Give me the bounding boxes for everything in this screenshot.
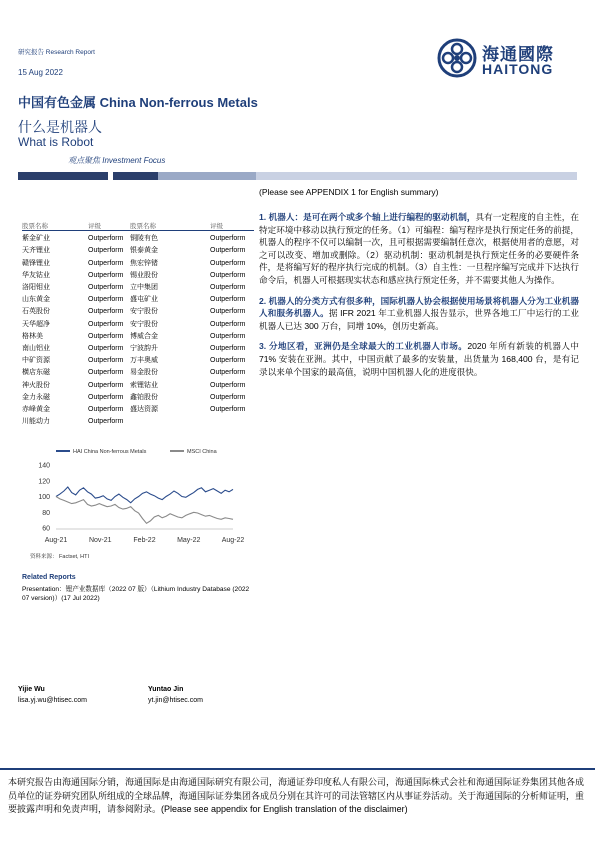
summary-highlight: 1. 机器人：是可在两个或多个轴上进行编程的驱动机制， <box>259 212 476 222</box>
ratings-row <box>22 367 254 379</box>
header-stock-name: 股票名称 <box>130 223 156 230</box>
stock-name: 南山铝业 <box>22 345 50 353</box>
stock-name: 紫金矿业 <box>22 235 50 243</box>
stock-name: 中矿资源 <box>22 357 50 365</box>
stock-rating: Outperform <box>210 332 246 340</box>
stock-rating: Outperform <box>210 235 246 243</box>
stock-rating: Outperform <box>88 320 124 328</box>
stock-name: 山东黄金 <box>22 296 50 304</box>
summary-paragraph-2 <box>259 295 579 333</box>
stock-rating: Outperform <box>88 357 124 365</box>
stock-rating: Outperform <box>210 320 246 328</box>
stock-rating: Outperform <box>210 406 246 414</box>
stock-rating: Outperform <box>88 345 124 353</box>
summary-body: 具有一定程度的自主性，在特定环境中移动以执行预定的任务。（1）可编程：编写程序是执行预定任务的前提，机器人的程序不仅可以编制一次，且可根据需要编制任意次，根据使用者的意愿，对之可以改变、增加或删除。（2）驱动机制：驱动机制是执行预定任务的必要硬件条件，是将编写好的程序执行完成的机制。（3）自主性：一旦程序编写完成并下达执行命令后，机器人可根据现实状态和感应执行预定任务，并不需要其他人为操作。 <box>259 212 579 285</box>
table-divider <box>22 230 254 231</box>
stock-rating: Outperform <box>210 369 246 377</box>
legend-label: HAI China Non-ferrous Metals <box>73 449 147 455</box>
stock-rating: Outperform <box>210 357 246 365</box>
stock-name: 盛达资源 <box>130 406 158 414</box>
stock-name: 天华超净 <box>22 320 50 328</box>
x-tick-label: Aug-21 <box>44 537 68 544</box>
x-tick-label: Feb-22 <box>133 537 156 544</box>
stock-name: 神火股份 <box>22 381 50 389</box>
bar-segment <box>158 172 256 180</box>
report-date: 15 Aug 2022 <box>18 68 63 77</box>
stock-name: 赤峰黄金 <box>22 406 50 414</box>
footer-divider <box>0 768 595 770</box>
stock-name: 万丰奥威 <box>130 357 158 365</box>
author-name: Yijie Wu <box>18 686 45 693</box>
stock-name: 易金股份 <box>130 369 158 377</box>
summary-paragraph-3 <box>259 340 579 378</box>
author-name: Yuntao Jin <box>148 686 184 693</box>
report-title-cn: 什么是机器人 <box>18 119 102 135</box>
header-stock-name: 股票名称 <box>22 223 48 230</box>
stock-name: 锡业股份 <box>130 271 158 279</box>
author-2 <box>148 684 203 706</box>
stock-name: 赣锋锂业 <box>22 259 50 267</box>
chart-source: 资料来源： Factset, HTI <box>30 554 89 560</box>
stock-rating: Outperform <box>210 284 246 292</box>
author-email[interactable]: yt.jin@htisec.com <box>148 697 203 704</box>
stock-name: 格林美 <box>22 332 43 340</box>
y-tick-label: 100 <box>38 494 50 501</box>
stock-name: 博威合金 <box>130 332 158 340</box>
stock-rating: Outperform <box>88 284 124 292</box>
stock-rating: Outperform <box>210 393 246 401</box>
ratings-row <box>22 380 254 392</box>
bar-segment <box>113 172 158 180</box>
ratings-row <box>22 258 254 270</box>
y-tick-label: 60 <box>42 525 50 533</box>
ratings-row <box>22 343 254 355</box>
ratings-row <box>22 233 254 245</box>
stock-rating: Outperform <box>210 271 246 279</box>
ratings-row <box>22 306 254 318</box>
summary-highlight: 2. 机器人的分类方式有很多种，国际机器人协会根据使用场景将机器人分为工业机器人和服务机器人。 <box>259 295 579 319</box>
investment-focus-label: 观点聚焦 Investment Focus <box>68 156 166 165</box>
stock-name: 石英股份 <box>22 308 50 316</box>
haitong-logo-icon <box>436 38 478 78</box>
ratings-row <box>22 392 254 404</box>
stock-rating: Outperform <box>88 271 124 279</box>
stock-name: 华友钴业 <box>22 271 50 279</box>
ratings-table <box>22 221 254 428</box>
sector-title: 中国有色金属 China Non-ferrous Metals <box>18 95 258 110</box>
price-performance-chart <box>18 445 253 560</box>
author-1 <box>18 684 87 706</box>
stock-name <box>130 416 210 428</box>
summary-highlight: 3. 分地区看，亚洲仍是全球最大的工业机器人市场。 <box>259 341 468 352</box>
stock-rating: Outperform <box>210 345 246 353</box>
ratings-header-row <box>22 221 254 233</box>
stock-name: 盛屯矿业 <box>130 296 158 304</box>
ratings-row <box>22 331 254 343</box>
ratings-row <box>22 270 254 282</box>
bar-segment <box>256 172 577 180</box>
stock-rating: Outperform <box>210 247 246 255</box>
stock-rating: Outperform <box>88 235 124 243</box>
stock-rating: Outperform <box>88 259 124 267</box>
ratings-row <box>22 319 254 331</box>
x-tick-label: May-22 <box>177 537 201 544</box>
stock-name: 鑫铂股份 <box>130 393 158 401</box>
header-color-bar <box>18 172 577 180</box>
stock-rating: Outperform <box>88 418 124 426</box>
summary-text <box>259 211 579 386</box>
stock-name: 安宁股份 <box>130 308 158 316</box>
stock-name: 横店东磁 <box>22 369 50 377</box>
stock-name: 安宁股份 <box>130 320 158 328</box>
logo-text-cn: 海通國際 <box>482 45 554 64</box>
stock-rating: Outperform <box>210 259 246 267</box>
y-tick-label: 120 <box>38 478 50 486</box>
stock-name: 川能动力 <box>22 418 50 426</box>
stock-rating: Outperform <box>88 296 124 304</box>
stock-rating: Outperform <box>210 381 246 389</box>
stock-name: 洛阳钼业 <box>22 284 50 292</box>
stock-name: 银泰黄金 <box>130 247 158 255</box>
ratings-row <box>22 404 254 416</box>
ratings-row <box>22 294 254 306</box>
stock-name: 焦宏锌锗 <box>130 259 158 267</box>
summary-body: 据 IFR 2021 年工业机器人报告显示，世界各地工厂中运行的工业机器人已达 300 万台，同增 10%，创历史新高。 <box>259 308 579 331</box>
stock-name: 天齐锂业 <box>22 247 50 255</box>
stock-rating: Outperform <box>210 308 246 316</box>
summary-body: 2020 年所有新装的机器人中 71% 安装在亚洲。其中，中国贡献了最多的安装量，出货量为 168,400 台，是有记录以来单个国家的最高值，说明中国机器人化的进度很快。 <box>259 341 579 377</box>
ratings-row <box>22 282 254 294</box>
stock-name: 金力永磁 <box>22 393 50 401</box>
stock-rating: Outperform <box>88 247 124 255</box>
appendix-note: (Please see APPENDIX 1 for English summary) <box>259 187 439 197</box>
related-report-item[interactable]: Presentation：锂产业数据库（2022 07 版）（Lithium Industry Database (2022 07 version)）(17 Jul 2022) <box>22 586 250 602</box>
summary-paragraph-1 <box>259 211 579 287</box>
ratings-row <box>22 416 254 428</box>
legend-label: MSCI China <box>187 449 217 455</box>
report-title-en: What is Robot <box>18 135 94 149</box>
stock-rating: Outperform <box>88 369 124 377</box>
y-tick-label: 140 <box>38 462 50 470</box>
stock-rating: Outperform <box>88 308 124 316</box>
stock-name: 立中集团 <box>130 284 158 292</box>
author-email[interactable]: lisa.yj.wu@htisec.com <box>18 697 87 704</box>
header-rating: 评级 <box>88 223 101 230</box>
stock-rating <box>210 416 254 428</box>
footer-disclaimer: 本研究报告由海通国际分销，海通国际是由海通国际研究有限公司，海通证券印度私人有限公司，海通国际株式会社和海通国际证券集团其他各成员单位的证券研究团队所组成的全球品牌，海通国际证券集团各成员分别在其许可的司法管辖区内从事证券活动。关于海通国际的分析师证明，重要披露声明和免责声明，请参阅附录。(Please see appendix for English translation of the disclaimer) <box>8 777 585 814</box>
stock-rating: Outperform <box>88 393 124 401</box>
series-line-msci-china <box>56 497 233 524</box>
x-tick-label: Aug-22 <box>221 537 245 544</box>
y-tick-label: 80 <box>42 509 50 517</box>
stock-rating: Outperform <box>210 296 246 304</box>
stock-name: 索锂钴业 <box>130 381 158 389</box>
logo-text-en: HAITONG <box>482 61 554 77</box>
stock-rating: Outperform <box>88 332 124 340</box>
ratings-row <box>22 355 254 367</box>
stock-rating: Outperform <box>88 406 124 414</box>
header-rating: 评级 <box>210 223 223 230</box>
ratings-grid <box>22 221 254 428</box>
stock-rating: Outperform <box>88 381 124 389</box>
stock-name: 铜陵有色 <box>130 235 158 243</box>
ratings-row <box>22 245 254 257</box>
stock-name: 宁波韵升 <box>130 345 158 353</box>
x-tick-label: Nov-21 <box>88 537 112 544</box>
bar-segment <box>18 172 108 180</box>
related-reports-title: Related Reports <box>22 574 76 581</box>
report-type: 研究报告 Research Report <box>18 49 95 56</box>
